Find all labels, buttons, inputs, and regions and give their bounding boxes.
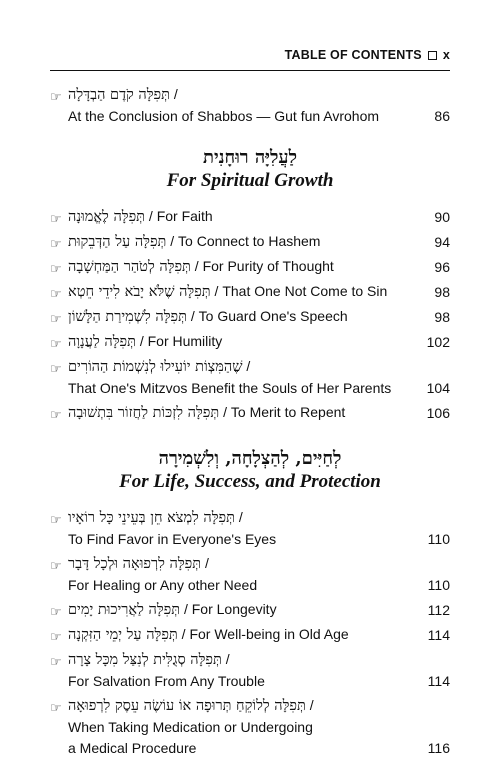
toc-entry[interactable]: [50, 331, 450, 353]
toc-entry[interactable]: [50, 356, 450, 399]
entry-english: For Salvation From Any Trouble: [68, 673, 265, 689]
entry-english: / That One Not Come to Sin: [214, 283, 388, 299]
entry-page: 110: [427, 531, 450, 547]
entry-english: a Medical Procedure: [68, 740, 197, 756]
toc-entry[interactable]: [50, 206, 450, 228]
entry-separator: /: [221, 651, 230, 667]
entry-separator: /: [170, 86, 178, 102]
hand-pointer-icon: ☞: [50, 408, 62, 423]
entry-hebrew: תְּפִלָּה לִזְכּוֹת לַחֲזוֹר בִּתְשׁוּבָה: [68, 405, 220, 421]
section-hebrew-title: לְחַיִּים, לְהַצְלָחָה, וְלִשְׁמִירָה: [158, 448, 342, 469]
page-numeral: x: [442, 48, 450, 62]
entry-hebrew: תְּפִלָּה לְלוֹקֵחַ תְּרוּפָה אוֹ עוֹשֶׂה עֵסֶק לִרְפוּאָה: [68, 698, 306, 714]
entry-hebrew: תְּפִלָּה לִרְפוּאָה וּלְכָל דָּבָר: [68, 556, 202, 572]
section-english-title: For Spiritual Growth: [166, 170, 334, 191]
entry-hebrew: תְּפִלָּה לֶאֱמוּנָה: [68, 209, 146, 225]
entry-hebrew: תְּפִלָּה עַל יְמֵי הַזִּקְנָה: [68, 627, 178, 643]
entry-page: 104: [426, 380, 450, 396]
entry-page: 116: [427, 740, 450, 756]
hand-pointer-icon: ☞: [50, 287, 62, 302]
entry-page: 96: [434, 259, 450, 275]
toc-entry[interactable]: [50, 649, 450, 692]
hand-pointer-icon: ☞: [50, 312, 62, 327]
entry-page: 110: [427, 577, 450, 593]
entry-english: When Taking Medication or Undergoing: [68, 719, 313, 735]
entry-page: 114: [427, 673, 450, 689]
entry-page: 98: [434, 284, 450, 300]
entry-page: 86: [434, 108, 450, 124]
toc-entry[interactable]: [50, 231, 450, 253]
entry-hebrew: תְּפִלָּה לַעֲנָוָה: [68, 334, 136, 350]
hand-pointer-icon: ☞: [50, 362, 62, 377]
header-rule: [50, 70, 450, 71]
entry-separator: /: [305, 697, 314, 713]
hand-pointer-icon: ☞: [50, 701, 62, 716]
entry-hebrew: תְּפִלָּה לַאֲרִיכוּת יָמִים: [68, 602, 181, 618]
entry-english: To Find Favor in Everyone's Eyes: [68, 531, 277, 547]
hand-pointer-icon: ☞: [50, 90, 62, 105]
entry-page: 90: [434, 209, 450, 225]
entry-page: 98: [434, 309, 450, 325]
entry-english: / For Purity of Thought: [194, 258, 334, 274]
entry-english: / For Well-being in Old Age: [181, 626, 349, 642]
entry-separator: /: [242, 358, 251, 374]
entry-english: / To Merit to Repent: [223, 404, 346, 420]
header-title: TABLE OF CONTENTS: [284, 48, 422, 62]
entry-page: 94: [434, 234, 450, 250]
toc-entry[interactable]: [50, 507, 450, 550]
hand-pointer-icon: ☞: [50, 605, 62, 620]
hand-pointer-icon: ☞: [50, 559, 62, 574]
entry-english: For Healing or Any other Need: [68, 577, 258, 593]
entry-page: 102: [426, 334, 450, 350]
entry-hebrew: תְּפִלָּה עַל הַדְּבֵקוּת: [68, 234, 167, 250]
section-english-title: For Life, Success, and Protection: [119, 471, 381, 492]
entry-separator: /: [201, 555, 209, 571]
entry-hebrew: תְּפִלָּה לְטֹהַר הַמַּחְשָׁבָה: [68, 259, 191, 275]
entry-english: That One's Mitzvos Benefit the Souls of Her Parents: [68, 380, 392, 396]
hand-pointer-icon: ☞: [50, 655, 62, 670]
hand-pointer-icon: ☞: [50, 513, 62, 528]
entry-page: 106: [426, 405, 450, 421]
running-header: [285, 48, 450, 62]
entry-hebrew: תְּפִלָּה לִשְׁמִירַת הַלָּשׁוֹן: [68, 309, 187, 325]
toc-entry[interactable]: [50, 553, 450, 596]
entry-hebrew: שֶׁהַמִּצְוֹת יוֹעִילוּ לְנִשְׁמוֹת הַהוֹרִים: [68, 359, 243, 375]
entry-hebrew: תְּפִלָּה קֹדֶם הַבְדָּלָה: [68, 87, 170, 103]
square-ornament-icon: [428, 51, 437, 60]
entry-page: 112: [427, 602, 450, 618]
entry-hebrew: תְּפִלָּה לִמְצֹא חֵן בְּעֵינֵי כָּל רוֹאָיו: [68, 510, 235, 526]
toc-entry[interactable]: [50, 281, 450, 303]
hand-pointer-icon: ☞: [50, 212, 62, 227]
hand-pointer-icon: ☞: [50, 630, 62, 645]
toc-entry[interactable]: [50, 84, 450, 127]
section-heading: [50, 448, 450, 493]
hand-pointer-icon: ☞: [50, 262, 62, 277]
entry-english: / For Longevity: [183, 601, 277, 617]
hand-pointer-icon: ☞: [50, 237, 62, 252]
entry-english: At the Conclusion of Shabbos — Gut fun Avrohom: [68, 108, 380, 124]
entry-english: / For Faith: [148, 208, 213, 224]
section-heading: [50, 147, 450, 192]
entry-hebrew: תְּפִלָּה שֶׁלֹּא יָבֹא לִידֵי חֵטְא: [68, 284, 211, 300]
toc-entry[interactable]: [50, 624, 450, 646]
entry-english: / To Guard One's Speech: [190, 308, 348, 324]
toc-body: [50, 84, 450, 762]
toc-entry[interactable]: [50, 256, 450, 278]
toc-entry[interactable]: [50, 695, 450, 759]
toc-entry[interactable]: [50, 306, 450, 328]
section-hebrew-title: לַעֲלִיָּה רוּחָנִית: [202, 147, 298, 168]
hand-pointer-icon: ☞: [50, 337, 62, 352]
entry-separator: /: [235, 509, 243, 525]
entry-english: / To Connect to Hashem: [170, 233, 321, 249]
entry-english: / For Humility: [139, 333, 223, 349]
entry-page: 114: [427, 627, 450, 643]
entry-hebrew: תְּפִלָּה סְגֻלִּית לְנִצַּל מִכָּל צָרָה: [68, 652, 222, 668]
toc-entry[interactable]: [50, 402, 450, 424]
toc-entry[interactable]: [50, 599, 450, 621]
